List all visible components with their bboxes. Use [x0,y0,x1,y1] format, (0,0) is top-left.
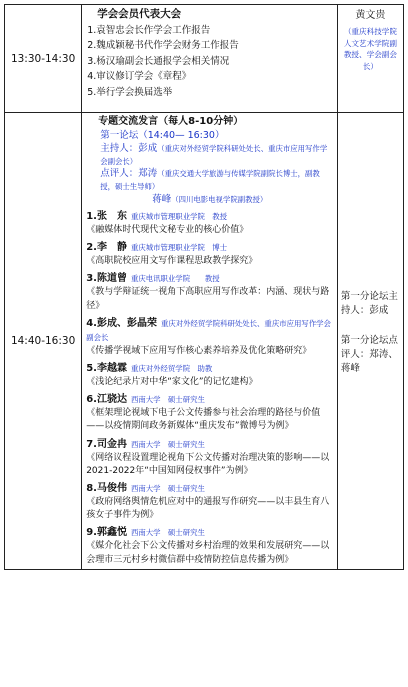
agenda-item: 4.审议修订学会《章程》 [87,71,192,82]
host-name: 黄文贵 [355,10,386,21]
reviewer-name: 蒋峰 [152,194,172,205]
host-line [100,143,334,168]
presenter-affiliation: 重庆对外经贸学院科研处处长、重庆市应用写作学会副会长 [86,318,331,342]
host-label: 主持人： [100,143,139,154]
presentation-item [86,482,334,522]
presenter-name: 4.彭成、彭晶荣 [86,317,157,329]
time-cell: 13:30-14:30 [5,5,82,113]
host-description: （重庆科技学院人文艺术学院副教授、学会副会长） [343,27,397,71]
session-title: 学会会员代表大会 [97,8,182,20]
agenda-item: 5.举行学会换届选举 [87,86,173,98]
session-row-forum [5,113,404,570]
presentation-item [86,241,334,268]
section-title: 专题交流发言（每人8-10分钟） [98,116,244,127]
presenter-affiliation: 西南大学 硕士研究生 [130,484,205,494]
presenter-name: 9.郭鑫悦 [86,527,127,539]
reviewer-line [100,168,334,193]
presenter-affiliation: 重庆城市管理职业学院 博士 [130,243,228,253]
presenter-name: 2.李 静 [86,242,127,254]
paper-title: 《媒介化社会下公文传播对乡村治理的效果和发展研究——以会理市三元村乡村微信群中疫情防控信息传播为例》 [86,541,330,565]
presenter-affiliation: 西南大学 硕士研究生 [130,439,205,449]
presenter-affiliation: 重庆对外经贸学院 助教 [130,364,213,374]
forum-cell [82,113,338,570]
session-row-assembly [5,5,404,113]
presentation-item [86,438,334,478]
agenda-cell [82,5,338,113]
paper-title: 《融媒体时代现代文秘专业的核心价值》 [86,225,249,235]
paper-title: 《浅论纪录片对中华“家文化”的记忆建构》 [86,377,258,388]
host-cell [337,5,403,113]
presenter-affiliation: 重庆城市管理职业学院 教授 [130,212,228,221]
agenda-item: 1.袁智忠会长作学会工作报告 [87,24,211,36]
forum-summary-cell [337,113,403,570]
presenter-affiliation: 重庆电讯职业学院 教授 [130,274,220,284]
host-description: （重庆对外经贸学院科研处处长、重庆市应用写作学会副会长） [100,144,328,166]
presenter-affiliation: 西南大学 硕士研究生 [130,395,205,405]
reviewer-line-2 [152,193,334,206]
presentation-item [86,272,334,312]
presentation-item [86,526,334,566]
paper-title: 《政府网络舆情危机应对中的通报写作研究——以丰县生育八孩女子事件为例》 [86,497,330,521]
paper-title: 《高职院校应用文写作课程思政教学探究》 [86,256,258,267]
presenter-name: 1.张 东 [86,211,127,222]
forum-title: 第一论坛（14:40— 16:30） [100,130,225,141]
reviewer-description: （重庆交通大学旅游与传媒学院副院长博士，副教授，硕士生导师） [100,169,320,191]
presentation-item [86,317,334,358]
presenter-name: 5.李越霖 [86,363,127,375]
reviewer-description: （四川电影电视学院副教授） [171,195,268,204]
forum-host-summary: 第一分论坛主持人：彭成 [340,290,398,316]
agenda-item: 2.魏成颖秘书代作学会财务工作报告 [87,40,239,51]
presenter-affiliation: 西南大学 硕士研究生 [130,528,205,538]
reviewer-name: 郑涛 [138,168,158,179]
presenter-name: 3.陈道曾 [86,273,127,285]
presenter-name: 8.马俊伟 [86,483,127,495]
presentation-item [86,210,334,237]
presentation-item [86,393,334,433]
schedule-table [4,4,404,570]
forum-reviewer-summary: 第一分论坛点评人：郑涛、蒋峰 [340,334,398,374]
paper-title: 《网络议程设置理论视角下公文传播对治理决策的影响——以2021-2022年“中国知网侵权事件”为例》 [86,452,330,476]
presenter-name: 7.司金冉 [86,438,127,450]
reviewer-label: 点评人： [100,168,139,179]
presenter-name: 6.江骁达 [86,394,127,406]
paper-title: 《传播学视域下应用写作核心素养培养及优化策略研究》 [86,345,312,356]
paper-title: 《框架理论视域下电子公文传播参与社会治理的路径与价值——以疫情期间政务新媒体“重庆发布”微博号为例》 [86,408,321,432]
host-name: 彭成 [138,143,158,154]
paper-title: 《教与学辩证统一视角下高职应用写作改革：内涵、现状与路径》 [86,287,330,311]
presentation-item [86,362,334,389]
time-cell: 14:40-16:30 [5,113,82,570]
agenda-item: 3.杨汉瑜副会长通报学会相关情况 [87,55,230,67]
